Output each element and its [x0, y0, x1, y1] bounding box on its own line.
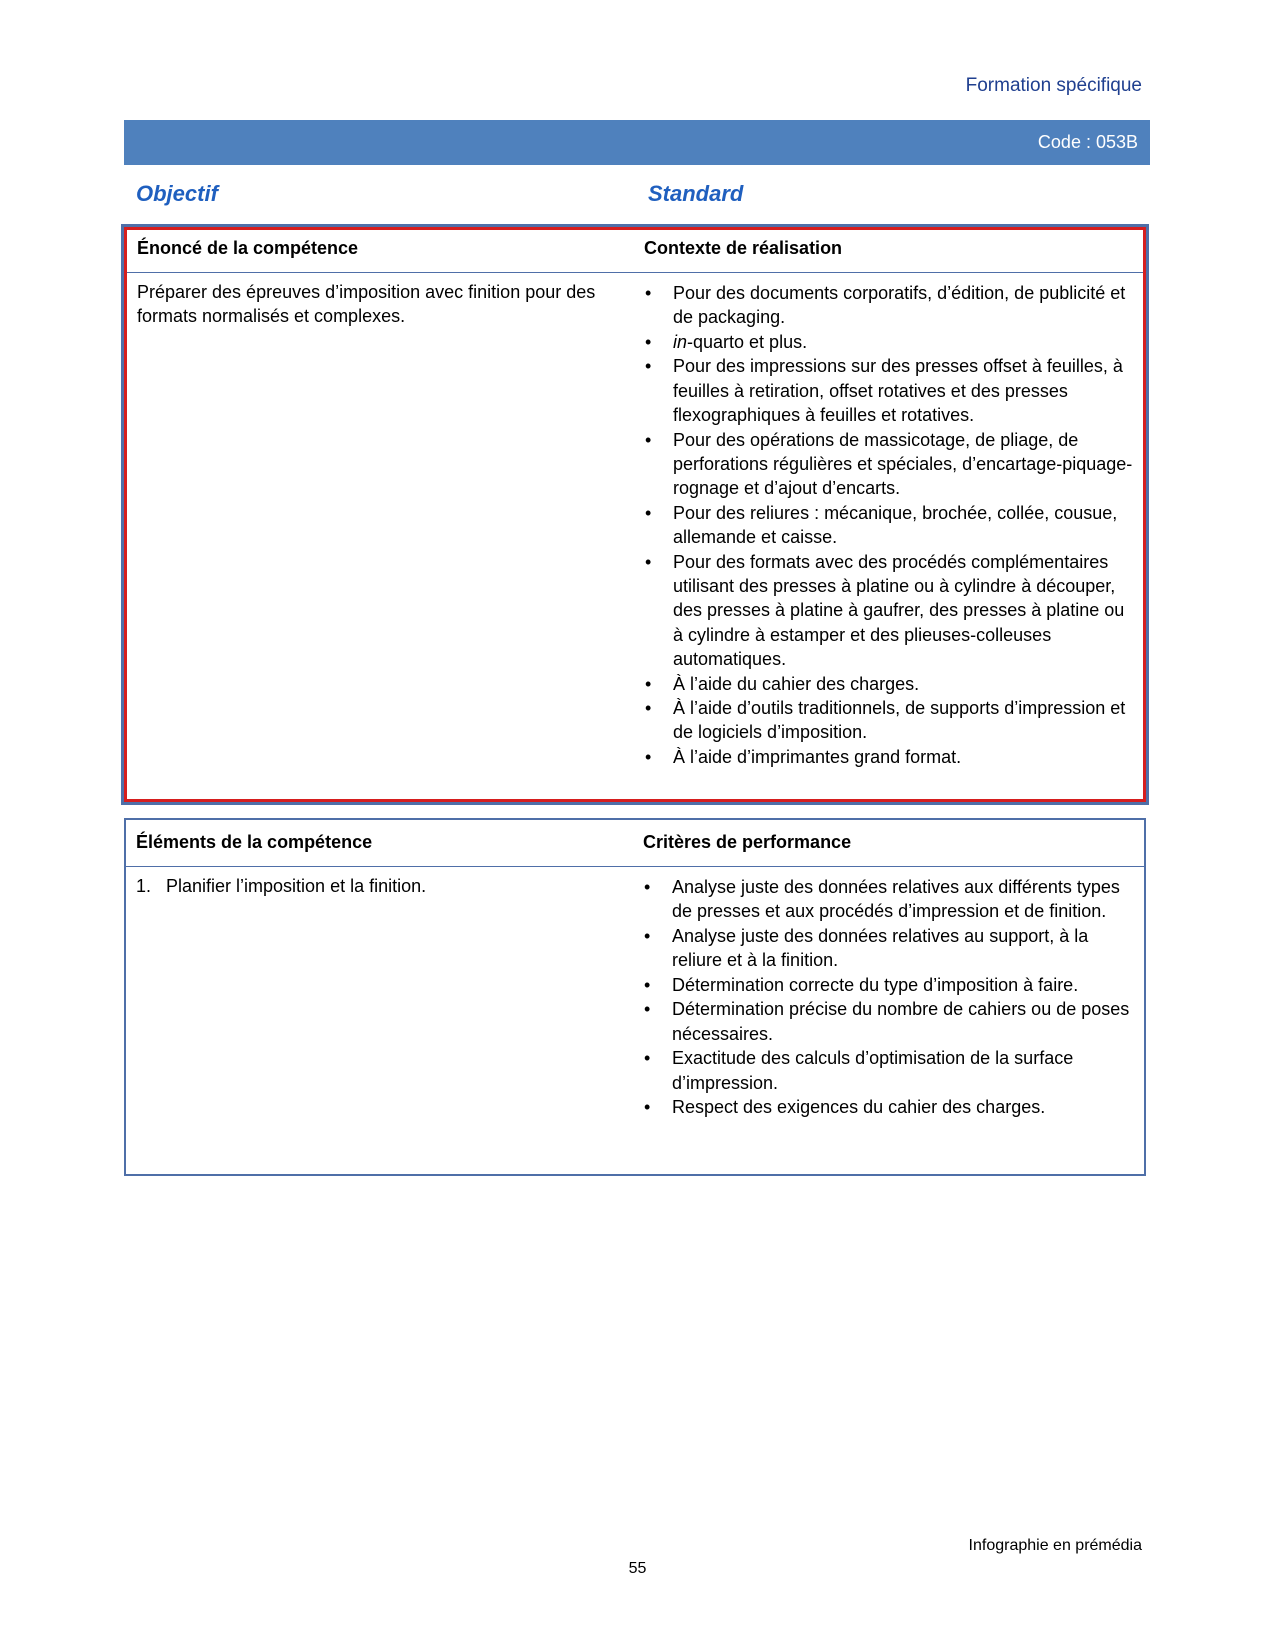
- standard-title: Standard: [648, 181, 744, 206]
- list-item: • Respect des exigences du cahier des charges.: [642, 1095, 1134, 1119]
- criteria-heading: Critères de performance: [643, 832, 852, 852]
- element-text: Planifier l’imposition et la finition.: [166, 876, 427, 896]
- code-bar: [124, 120, 1150, 165]
- objectif-title: Objectif: [136, 181, 218, 206]
- context-heading: Contexte de réalisation: [644, 238, 843, 258]
- page-number: 55: [628, 1560, 647, 1577]
- list-item: • Pour des reliures : mécanique, brochée, collée, cousue, allemande et caisse.: [643, 501, 1133, 550]
- elements-heading: Éléments de la compétence: [136, 832, 373, 852]
- list-item: • Pour des opérations de massicotage, de pliage, de perforations régulières et spéciales, d’encartage-piquage-rognage et d’ajout d’encarts.: [643, 428, 1133, 501]
- context-list: [643, 281, 1133, 770]
- list-item: • À l’aide d’outils traditionnels, de supports d’impression et de logiciels d’imposition.: [643, 696, 1133, 745]
- footer-label: Infographie en prémédia: [968, 1537, 1142, 1554]
- list-item: • À l’aide d’imprimantes grand format.: [643, 745, 1133, 769]
- list-item: • in-quarto et plus.: [643, 330, 1133, 354]
- statement-heading: Énoncé de la compétence: [137, 238, 359, 258]
- competency-elements-table: [124, 818, 1146, 1176]
- list-item: • Détermination correcte du type d’imposition à faire.: [642, 973, 1134, 997]
- competency-statement-table: [124, 227, 1146, 802]
- list-item: • Pour des impressions sur des presses offset à feuilles, à feuilles à retiration, offset rotatives et des presses flexographiques à feuilles et rotatives.: [643, 354, 1133, 427]
- competency-statement: Préparer des épreuves d’imposition avec finition pour des formats normalisés et complexes.: [137, 282, 596, 326]
- header-divider: [127, 272, 1143, 273]
- criteria-list: [642, 875, 1134, 1120]
- list-item: • Pour des formats avec des procédés complémentaires utilisant des presses à platine ou à cylindre à découper, des presses à platine à gaufrer, des presses à platine ou à cylindre à estamper et des plieuses-colleuses automatiques.: [643, 550, 1133, 671]
- list-item: • Détermination précise du nombre de cahiers ou de poses nécessaires.: [642, 997, 1134, 1046]
- header-divider: [126, 866, 1144, 867]
- header-label: Formation spécifique: [965, 75, 1142, 96]
- list-item: • Analyse juste des données relatives au support, à la reliure et à la finition.: [642, 924, 1134, 973]
- list-item: • À l’aide du cahier des charges.: [643, 672, 1133, 696]
- element-number: 1.: [136, 876, 152, 896]
- list-item: • Exactitude des calculs d’optimisation de la surface d’impression.: [642, 1046, 1134, 1095]
- list-item: • Pour des documents corporatifs, d’édition, de publicité et de packaging.: [643, 281, 1133, 330]
- competency-code: Code : 053B: [1037, 132, 1138, 152]
- list-item: • Analyse juste des données relatives aux différents types de presses et aux procédés d’impression et de finition.: [642, 875, 1134, 924]
